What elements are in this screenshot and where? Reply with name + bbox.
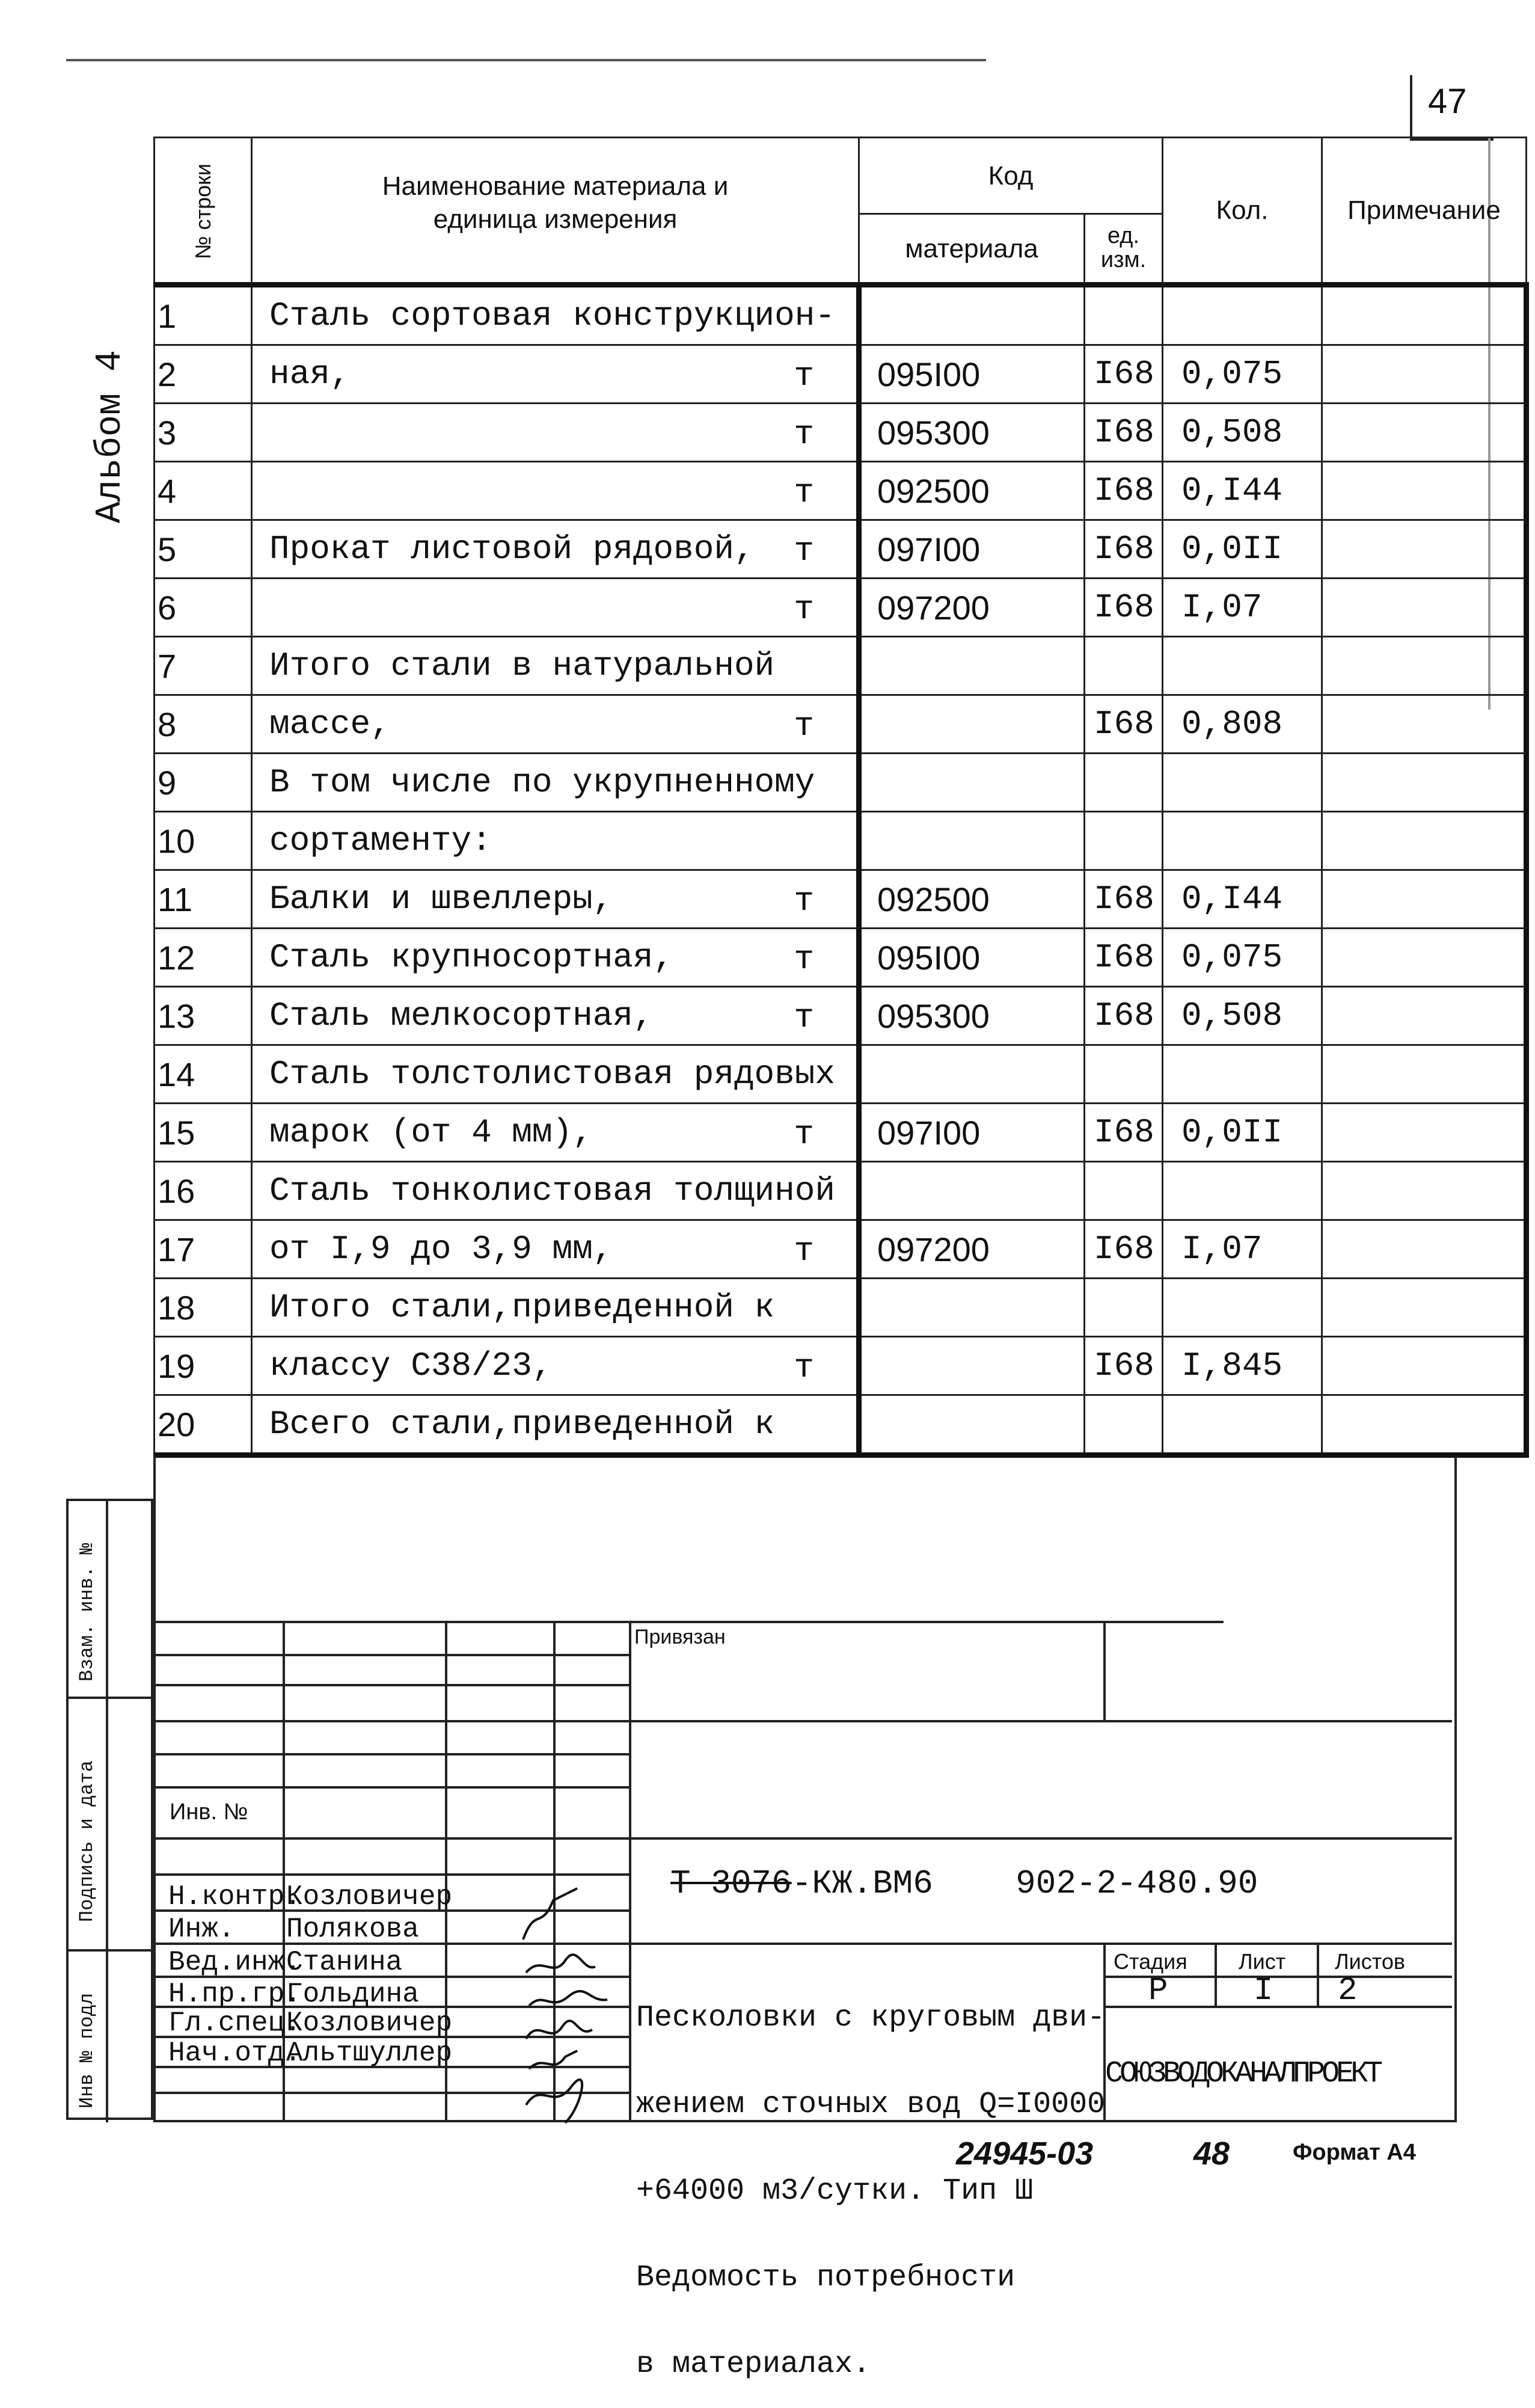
row-number-cell: 13 [155,987,252,1045]
material-name: Сталь сортовая конструкцион- [269,296,835,335]
material-name-cell [252,812,859,870]
unit-of-measure: т [794,590,815,628]
row-number-cell: 9 [155,754,252,812]
description-line: +64000 м3/сутки. Тип Ш [636,2174,1034,2208]
quantity-cell: 0,0II [1163,520,1322,579]
material-name: В том числе по укрупненному [269,763,815,802]
material-name: от I,9 до 3,9 мм, [269,1230,613,1268]
material-code-cell: 092500 [859,870,1085,929]
quantity-cell: 0,0II [1163,1104,1322,1162]
material-code-cell [859,754,1085,812]
note-cell [1322,695,1527,754]
sheet-label: Лист [1239,1949,1286,1974]
unit-code-cell [1085,1162,1163,1220]
unit-of-measure: т [794,1115,815,1153]
note-cell [1322,1162,1527,1220]
material-name-cell [252,285,859,345]
table-row [155,1045,1527,1104]
signatory-name: Козловичер [286,1881,453,1912]
material-name: марок (от 4 мм), [269,1113,593,1152]
unit-code-cell: I68 [1085,870,1163,929]
material-name-cell [252,1045,859,1104]
signatory-role: Вед.инж. [168,1947,301,1978]
row-number-cell: 12 [155,929,252,987]
table-row [155,870,1527,929]
material-name: Сталь тонколистовая толщиной [269,1172,835,1210]
description-line: в материалах. [636,2347,871,2382]
order-number: 24945-03 [956,2136,1094,2172]
material-name: массе, [269,705,391,743]
quantity-cell [1163,637,1322,695]
sheet-value: I [1254,1973,1273,2009]
note-cell [1322,345,1527,404]
material-code-cell [859,1395,1085,1455]
row-number-cell: 18 [155,1279,252,1337]
material-code-cell [859,1162,1085,1220]
unit-code-cell: I68 [1085,1337,1163,1395]
material-name: классу С38/23, [269,1347,553,1385]
table-row [155,754,1527,812]
material-name-cell [252,1162,859,1220]
document-code-struck: Т 3076 [670,1864,792,1903]
table-row [155,404,1527,462]
header-unit-code: ед. изм. [1085,214,1163,285]
swap-inv-label: Взам. инв. № [76,1543,98,1682]
stage-label: Стадия [1114,1949,1187,1974]
material-code-cell: 095I00 [859,345,1085,404]
material-code-cell: 095300 [859,404,1085,462]
material-name-cell [252,520,859,579]
table-row [155,1279,1527,1337]
unit-code-cell [1085,1279,1163,1337]
row-number-cell: 4 [155,462,252,520]
unit-code-cell [1085,1395,1163,1455]
table-row [155,695,1527,754]
note-cell [1322,1104,1527,1162]
row-number-cell: 5 [155,520,252,579]
unit-code-cell: I68 [1085,929,1163,987]
note-cell [1322,1045,1527,1104]
material-name-cell [252,870,859,929]
material-code-cell [859,1337,1085,1395]
document-code-suffix: -КЖ.ВМ6 [791,1864,933,1903]
quantity-cell [1163,812,1322,870]
table-row [155,520,1527,579]
unit-of-measure: т [794,415,815,453]
format-label: Формат А4 [1293,2140,1416,2165]
quantity-cell [1163,1279,1322,1337]
unit-of-measure: т [794,1348,815,1387]
material-name-cell [252,404,859,462]
unit-of-measure: т [794,357,815,395]
material-name-cell [252,1337,859,1395]
unit-code-cell: I68 [1085,695,1163,754]
title-description [636,1946,1105,2408]
table-row [155,637,1527,695]
sheets-value: 2 [1338,1973,1358,2009]
note-cell [1322,1279,1527,1337]
material-code-cell: 092500 [859,462,1085,520]
material-code-cell [859,695,1085,754]
material-name: Итого стали в натуральной [269,647,775,685]
material-name-cell [252,1395,859,1455]
note-cell [1322,285,1527,345]
material-name-cell [252,579,859,637]
note-cell [1322,754,1527,812]
material-name-cell [252,1220,859,1279]
unit-of-measure: т [794,882,815,920]
header-material-code: материала [859,214,1085,285]
top-rule [66,59,986,61]
note-cell [1322,579,1527,637]
unit-of-measure: т [794,1232,815,1270]
signatory-name: Козловичер [286,2007,453,2039]
unit-code-cell [1085,637,1163,695]
table-row [155,1104,1527,1162]
material-code-cell [859,1279,1085,1337]
row-number-cell: 19 [155,1337,252,1395]
unit-code-cell [1085,285,1163,345]
material-name-cell [252,345,859,404]
material-code-cell: 095300 [859,987,1085,1045]
signatory-role: Н.контр. [168,1881,301,1912]
material-name-cell [252,695,859,754]
row-number-cell: 20 [155,1395,252,1455]
page-number: 47 [1428,82,1467,121]
orig-inv-label: Инв № подл [76,1992,98,2109]
quantity-cell: 0,075 [1163,345,1322,404]
material-name-cell [252,637,859,695]
material-code-cell: 097I00 [859,520,1085,579]
row-number-cell: 7 [155,637,252,695]
signatory-role: Нач.отд. [168,2038,301,2069]
signatory-role: Инж. [168,1914,235,1945]
material-name: Итого стали,приведенной к [269,1288,775,1327]
signatures-scribble [517,1882,625,2135]
material-name-cell [252,929,859,987]
material-code-cell [859,812,1085,870]
note-cell [1322,404,1527,462]
quantity-cell: 0,808 [1163,695,1322,754]
organization: СОЮЗВОДОКАНАЛПРОЕКТ [1105,2057,1380,2091]
unit-of-measure: т [794,532,815,570]
material-name: Сталь крупносортная, [269,938,674,977]
row-number-cell: 16 [155,1162,252,1220]
row-number-cell: 6 [155,579,252,637]
material-name: Балки и швеллеры, [269,880,613,918]
quantity-cell: I,845 [1163,1337,1322,1395]
material-code-cell [859,285,1085,345]
sheets-label: Листов [1335,1949,1405,1974]
unit-code-cell: I68 [1085,1220,1163,1279]
table-row [155,1337,1527,1395]
project-number: 902-2-480.90 [1016,1864,1258,1903]
row-number-cell: 14 [155,1045,252,1104]
note-cell [1322,1337,1527,1395]
header-row-number: № строки [155,138,252,285]
unit-code-cell: I68 [1085,987,1163,1045]
unit-of-measure: т [794,998,815,1037]
row-number-cell: 3 [155,404,252,462]
quantity-cell [1163,754,1322,812]
unit-code-cell: I68 [1085,345,1163,404]
material-code-cell: 097I00 [859,1104,1085,1162]
header-quantity: Кол. [1163,138,1322,285]
materials-table-body [155,285,1527,1455]
materials-table [153,137,1529,1458]
signatory-name: Гольдина [286,1979,419,2010]
signatory-name: Полякова [286,1914,419,1945]
description-line: Ведомость потребности [636,2261,1016,2295]
row-number-cell: 17 [155,1220,252,1279]
unit-code-cell: I68 [1085,1104,1163,1162]
material-name: Сталь толстолистовая рядовых [269,1055,835,1093]
quantity-cell [1163,1162,1322,1220]
header-note: Примечание [1322,138,1527,285]
stage-value: Р [1148,1973,1168,2009]
table-row [155,1395,1527,1455]
material-name-cell [252,462,859,520]
row-number-cell: 10 [155,812,252,870]
unit-code-cell: I68 [1085,579,1163,637]
album-label: Альбом 4 [90,349,131,523]
material-name: Сталь мелкосортная, [269,997,654,1035]
unit-of-measure: т [794,940,815,978]
note-cell [1322,870,1527,929]
material-name-cell [252,1279,859,1337]
table-row [155,1162,1527,1220]
unit-code-cell [1085,1045,1163,1104]
table-row [155,285,1527,345]
material-name-cell [252,1104,859,1162]
table-row [155,929,1527,987]
quantity-cell: 0,075 [1163,929,1322,987]
table-row [155,345,1527,404]
note-cell [1322,812,1527,870]
table-row [155,1220,1527,1279]
row-number-cell: 8 [155,695,252,754]
quantity-cell [1163,1395,1322,1455]
row-number-cell: 2 [155,345,252,404]
material-name: Всего стали,приведенной к [269,1405,775,1443]
inv-number-label: Инв. № [170,1799,248,1825]
signatory-role: Н.пр.гр. [168,1979,301,2010]
header-code-group: Код [859,138,1163,214]
signatory-name: Станина [286,1947,403,1978]
unit-code-cell [1085,812,1163,870]
note-cell [1322,1395,1527,1455]
note-cell [1322,987,1527,1045]
quantity-cell: 0,I44 [1163,870,1322,929]
footer-page: 48 [1193,2136,1230,2172]
note-cell [1322,637,1527,695]
row-number-cell: 1 [155,285,252,345]
table-row [155,462,1527,520]
note-cell [1322,1220,1527,1279]
material-code-cell: 097200 [859,1220,1085,1279]
table-row [155,579,1527,637]
material-code-cell: 097200 [859,579,1085,637]
material-name: сортаменту: [269,822,492,860]
unit-of-measure: т [794,473,815,512]
material-name: Прокат листовой рядовой, [269,530,755,568]
left-stamp-strip [66,1499,153,2120]
quantity-cell: 0,I44 [1163,462,1322,520]
unit-code-cell: I68 [1085,520,1163,579]
header-name: Наименование материала и единица измерения [252,138,859,285]
material-name-cell [252,987,859,1045]
quantity-cell: I,07 [1163,1220,1322,1279]
material-name-cell [252,754,859,812]
sign-date-label: Подпись и дата [76,1760,98,1922]
quantity-cell [1163,1045,1322,1104]
signatory-name: Альтшуллер [286,2038,453,2069]
material-name: ная, [269,355,351,393]
table-row [155,987,1527,1045]
unit-of-measure: т [794,707,815,745]
material-code-cell: 095I00 [859,929,1085,987]
note-cell [1322,462,1527,520]
unit-code-cell [1085,754,1163,812]
quantity-cell [1163,285,1322,345]
description-line: Песколовки с круговым дви- [636,2001,1106,2035]
material-code-cell [859,1045,1085,1104]
table-row [155,812,1527,870]
signatory-role: Гл.спец. [168,2007,301,2039]
material-code-cell [859,637,1085,695]
attached-label: Привязан [634,1626,726,1648]
note-cell [1322,520,1527,579]
document-code [670,1864,1258,1903]
row-number-cell: 11 [155,870,252,929]
quantity-cell: I,07 [1163,579,1322,637]
description-line: жением сточных вод Q=I0000 [636,2087,1106,2122]
quantity-cell: 0,508 [1163,404,1322,462]
quantity-cell: 0,508 [1163,987,1322,1045]
row-number-cell: 15 [155,1104,252,1162]
unit-code-cell: I68 [1085,404,1163,462]
unit-code-cell: I68 [1085,462,1163,520]
note-cell [1322,929,1527,987]
